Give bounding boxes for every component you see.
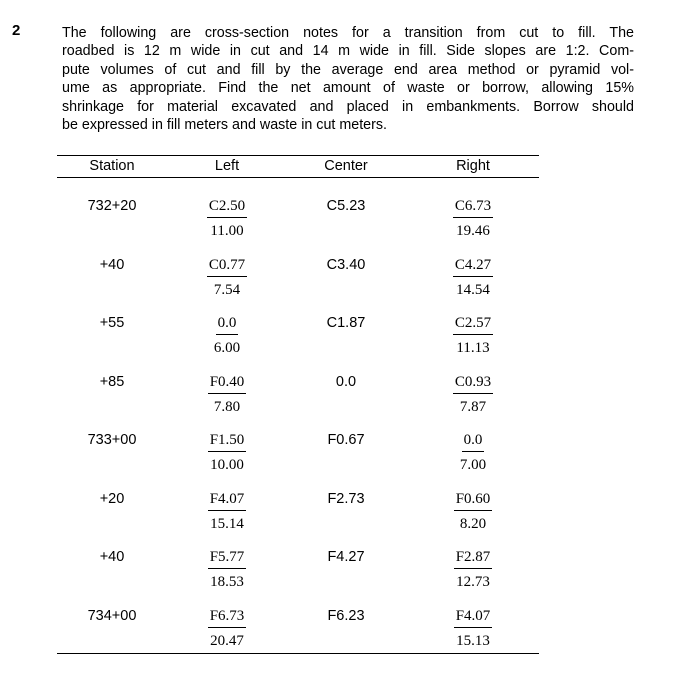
header-station: Station [89,158,135,174]
table-bottom-rule [57,653,539,654]
table-row [57,197,539,255]
left-cell [167,548,287,591]
left-distance: 7.54 [213,281,241,298]
left-cell [167,431,287,474]
table-header-rule [57,177,539,178]
station-cell: 733+00 [87,432,137,448]
left-distance: 10.00 [210,457,244,473]
right-offset: 0.0 [462,431,485,452]
right-distance: 8.20 [459,515,487,532]
left-offset: F0.40 [208,373,247,394]
table-row [57,607,539,665]
center-cell: C3.40 [326,256,366,273]
station-cell: +85 [99,373,125,390]
header-right: Right [456,158,490,174]
table-row [57,314,539,372]
right-cell [405,607,541,650]
right-cell [405,256,541,299]
right-cell [405,490,541,533]
center-cell: F2.73 [327,490,365,507]
right-distance: 11.13 [456,340,490,356]
center-cell: 0.0 [335,373,357,390]
station-cell: 734+00 [87,607,137,624]
problem-statement [62,24,634,134]
left-distance: 20.47 [210,632,244,649]
left-cell [167,607,287,650]
right-offset: C6.73 [453,197,493,218]
left-offset: 0.0 [216,314,239,335]
problem-line: shrinkage for material excavated and placed in embankments. Borrow should [62,98,634,115]
right-distance: 7.87 [459,398,487,415]
left-offset: F5.77 [208,548,247,569]
right-offset: F0.60 [454,490,493,511]
header-center: Center [324,158,368,174]
station-cell: +55 [99,315,125,331]
table-row [57,256,539,314]
table-row [57,490,539,548]
table-row [57,431,539,489]
center-cell: C1.87 [326,315,366,331]
left-cell [167,256,287,299]
right-cell [405,373,541,416]
left-offset: C0.77 [207,256,247,277]
left-offset: F1.50 [208,431,247,452]
right-distance: 14.54 [456,281,490,298]
header-left: Left [214,158,240,174]
problem-number: 2 [12,22,21,39]
right-offset: C4.27 [453,256,493,277]
center-cell: F6.23 [327,607,365,624]
right-distance: 12.73 [456,574,490,590]
problem-line: ume as appropriate. Find the net amount of waste or borrow, allowing 15% [62,80,634,97]
problem-line: pute volumes of cut and fill by the average end area method or pyramid vol- [62,61,634,78]
left-offset: F4.07 [208,490,247,511]
left-distance: 6.00 [213,340,241,356]
problem-line: be expressed in fill meters and waste in cut meters. [62,117,388,134]
center-cell: F4.27 [327,549,365,565]
right-offset: C2.57 [453,314,493,335]
left-distance: 7.80 [213,398,241,415]
station-cell: 732+20 [87,198,137,214]
left-cell [167,490,287,533]
right-offset: C0.93 [453,373,493,394]
right-cell [405,548,541,591]
station-cell: +20 [99,490,125,507]
right-cell [405,314,541,357]
left-distance: 15.14 [210,515,244,532]
center-cell: F0.67 [327,432,365,448]
left-cell [167,373,287,416]
station-cell: +40 [99,549,125,565]
left-offset: F6.73 [208,607,247,628]
table-top-rule [57,155,539,156]
right-distance: 15.13 [456,632,490,649]
center-cell: C5.23 [326,198,366,214]
problem-line: roadbed is 12 m wide in cut and 14 m wide in fill. Side slopes are 1:2. Com- [62,43,634,60]
right-offset: F4.07 [454,607,493,628]
station-cell: +40 [99,256,125,273]
right-distance: 19.46 [456,223,490,239]
table-row [57,548,539,606]
left-cell [167,197,287,240]
left-distance: 11.00 [210,223,244,239]
table-row [57,373,539,431]
left-offset: C2.50 [207,197,247,218]
right-offset: F2.87 [454,548,493,569]
left-distance: 18.53 [210,574,244,590]
problem-line: The following are cross-section notes for a transition from cut to fill. The [62,25,634,41]
left-cell [167,314,287,357]
right-distance: 7.00 [459,457,487,473]
right-cell [405,431,541,474]
right-cell [405,197,541,240]
